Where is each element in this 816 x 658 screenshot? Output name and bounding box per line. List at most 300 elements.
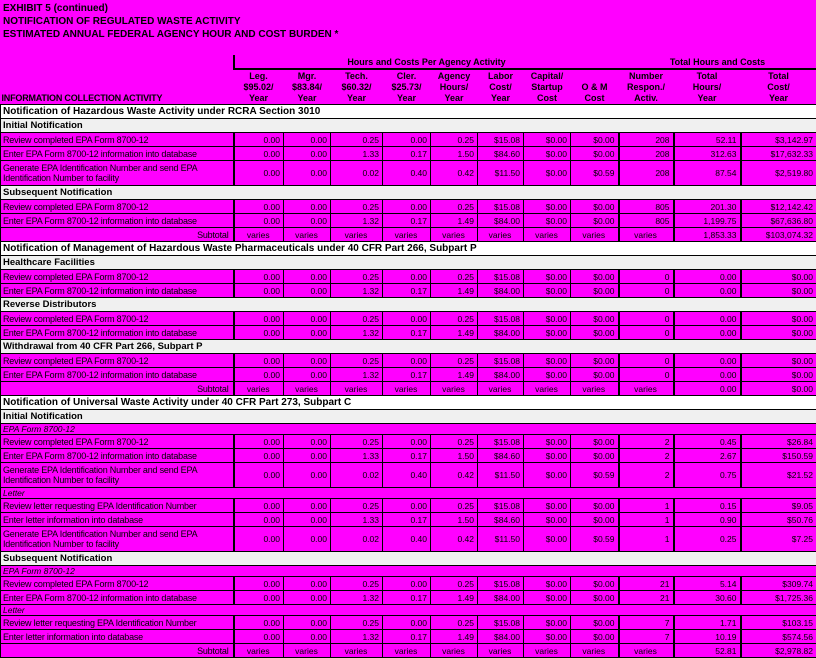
value-cell: varies [619,228,674,242]
value-cell: 0.25 [431,577,478,591]
value-cell: 0 [619,368,674,382]
value-cell: $84.60 [478,449,524,463]
data-row [1,435,816,449]
value-cell: 5.14 [674,577,741,591]
column-header-agency-hours [431,69,478,105]
value-cell: 0.00 [383,312,431,326]
column-header-line: Year [674,93,741,104]
value-cell: 0.17 [383,591,431,605]
value-cell: 2 [619,449,674,463]
value-cell: 0.17 [383,368,431,382]
value-cell: $15.08 [478,200,524,214]
data-row [1,354,816,368]
subsection-band-label: Initial Notification [1,119,816,133]
value-cell: 0.25 [331,354,383,368]
value-cell: $0.00 [571,435,619,449]
value-cell: $0.00 [524,591,571,605]
value-cell: 0.17 [383,284,431,298]
value-cell: $0.00 [524,435,571,449]
value-cell: $15.08 [478,133,524,147]
column-header-line: Number [619,71,674,82]
activity-label: Enter letter information into database [1,513,234,527]
value-cell: varies [234,228,284,242]
value-cell: $84.00 [478,368,524,382]
subsection-row [1,340,816,354]
value-cell: 1.49 [431,591,478,605]
group-header: Hours and Costs Per Agency Activity [234,55,619,69]
value-cell: 0.25 [331,435,383,449]
column-header-line: Year [331,93,383,104]
value-cell: $21.52 [741,463,816,488]
value-cell: 0.25 [431,616,478,630]
column-header-line: Capital/ [524,71,571,82]
column-header-line: Year [383,93,431,104]
value-cell: 0.17 [383,326,431,340]
info-collection-activity-header: INFORMATION COLLECTION ACTIVITY [1,55,234,105]
data-row [1,527,816,552]
value-cell: $84.60 [478,513,524,527]
value-cell: $0.00 [741,354,816,368]
value-cell: 0.17 [383,513,431,527]
activity-label: Generate EPA Identification Number and send EPA Identification Number to facility [1,463,234,488]
value-cell: 0.00 [234,577,284,591]
subtotal-row [1,228,816,242]
value-cell: $15.08 [478,616,524,630]
value-cell: $15.08 [478,435,524,449]
column-header-capital-startup-cost [524,69,571,105]
subtotal-row [1,382,816,396]
value-cell: 0.00 [234,630,284,644]
data-row [1,499,816,513]
value-cell: 1.49 [431,284,478,298]
subsection-band-label: Healthcare Facilities [1,256,816,270]
value-cell: varies [478,228,524,242]
value-cell: 0.00 [284,312,331,326]
value-cell: $0.00 [571,200,619,214]
value-cell: 0.00 [284,463,331,488]
value-cell: $0.00 [741,326,816,340]
value-cell: $574.56 [741,630,816,644]
value-cell: $0.00 [571,270,619,284]
value-cell: $15.08 [478,577,524,591]
value-cell: 52.11 [674,133,741,147]
value-cell: $0.00 [741,284,816,298]
value-cell: varies [524,228,571,242]
burden-table [0,55,816,658]
value-cell: $103.15 [741,616,816,630]
value-cell: $0.00 [571,577,619,591]
subsub-band-label: EPA Form 8700-12 [1,566,816,577]
value-cell: 0.00 [284,133,331,147]
activity-label: Review letter requesting EPA Identification Number [1,616,234,630]
value-cell: 0.25 [331,577,383,591]
value-cell: 0.00 [234,463,284,488]
column-header-line: Activ. [619,93,674,104]
value-cell: 0.00 [383,435,431,449]
value-cell: varies [524,644,571,658]
column-header-line: Labor [478,71,524,82]
value-cell: $0.00 [524,630,571,644]
column-header-mgr [284,69,331,105]
value-cell: varies [331,228,383,242]
column-header-line: Year [741,93,816,104]
value-cell: 0.40 [383,161,431,186]
value-cell: varies [383,644,431,658]
value-cell: 0.02 [331,161,383,186]
value-cell: 0.00 [284,449,331,463]
value-cell: 0.25 [431,499,478,513]
value-cell: $0.00 [524,616,571,630]
subsection-row [1,298,816,312]
value-cell: $84.00 [478,214,524,228]
data-row [1,326,816,340]
value-cell: 0.00 [234,312,284,326]
value-cell: $0.00 [524,312,571,326]
data-row [1,161,816,186]
value-cell: 0.00 [284,200,331,214]
subsection-row [1,552,816,566]
value-cell: 21 [619,591,674,605]
value-cell: 0.00 [383,200,431,214]
value-cell: 0.00 [284,527,331,552]
activity-label: Enter EPA Form 8700-12 information into database [1,284,234,298]
value-cell: 0.00 [284,147,331,161]
value-cell: $84.00 [478,591,524,605]
column-header-number-respon [619,69,674,105]
value-cell: 0.00 [383,354,431,368]
data-row [1,513,816,527]
value-cell: 7 [619,630,674,644]
value-cell: varies [478,382,524,396]
value-cell: $0.00 [524,527,571,552]
value-cell: $0.00 [571,284,619,298]
value-cell: $0.00 [571,591,619,605]
value-cell: $50.76 [741,513,816,527]
data-row [1,577,816,591]
value-cell: 1.32 [331,326,383,340]
value-cell: 1 [619,499,674,513]
value-cell: $84.00 [478,630,524,644]
activity-label: Review completed EPA Form 8700-12 [1,133,234,147]
value-cell: 2.67 [674,449,741,463]
value-cell: 0.00 [284,630,331,644]
data-row [1,368,816,382]
value-cell: $0.00 [524,368,571,382]
title-line-3: ESTIMATED ANNUAL FEDERAL AGENCY HOUR AND COST BURDEN * [3,28,816,41]
column-header-line: O & M [571,82,619,93]
column-header-line: Hours/ [674,82,741,93]
section-row [1,105,816,119]
value-cell: 87.54 [674,161,741,186]
subsub-row [1,488,816,499]
value-cell: $0.00 [524,463,571,488]
value-cell: 1.32 [331,630,383,644]
value-cell: 0.17 [383,147,431,161]
value-cell: 2 [619,463,674,488]
value-cell: $0.00 [524,577,571,591]
activity-label: Review completed EPA Form 8700-12 [1,270,234,284]
value-cell: $0.00 [571,630,619,644]
value-cell: 0 [619,326,674,340]
value-cell: 0.00 [284,616,331,630]
value-cell: $0.00 [741,382,816,396]
value-cell: 0.00 [383,499,431,513]
subtotal-label: Subtotal [1,644,234,658]
value-cell: 0 [619,354,674,368]
value-cell: 0.00 [674,354,741,368]
value-cell: 0.00 [383,616,431,630]
value-cell: 0.00 [674,326,741,340]
value-cell: 0.75 [674,463,741,488]
value-cell: 0.25 [431,354,478,368]
value-cell: $0.00 [571,133,619,147]
value-cell: 0.00 [234,161,284,186]
value-cell: $0.59 [571,463,619,488]
column-header-leg [234,69,284,105]
column-header-line: $60.32/ [331,82,383,93]
value-cell: $0.00 [524,270,571,284]
data-row [1,463,816,488]
column-header-line: Year [431,93,478,104]
activity-label: Review completed EPA Form 8700-12 [1,354,234,368]
value-cell: 805 [619,200,674,214]
value-cell: 0.00 [284,591,331,605]
column-header-line: $83.84/ [284,82,331,93]
value-cell: 0.00 [284,354,331,368]
subsub-row [1,605,816,616]
data-row [1,284,816,298]
title-line-2: NOTIFICATION OF REGULATED WASTE ACTIVITY [3,15,816,28]
value-cell: 0.42 [431,161,478,186]
subsub-row [1,566,816,577]
value-cell: 0.25 [431,133,478,147]
value-cell: 0.00 [234,147,284,161]
value-cell: $26.84 [741,435,816,449]
value-cell: $3,142.97 [741,133,816,147]
value-cell: 1.32 [331,284,383,298]
value-cell: $0.00 [741,312,816,326]
value-cell: 0.00 [234,270,284,284]
section-row [1,396,816,410]
column-header-line: $25.73/ [383,82,431,93]
value-cell: 1 [619,527,674,552]
value-cell: 0 [619,284,674,298]
value-cell: varies [524,382,571,396]
column-header-line: Respon./ [619,82,674,93]
value-cell: 1.50 [431,513,478,527]
value-cell: 0.00 [234,368,284,382]
column-header-line: Startup [524,82,571,93]
value-cell: 1.49 [431,368,478,382]
value-cell: $0.00 [571,616,619,630]
value-cell: varies [331,382,383,396]
subtotal-label: Subtotal [1,382,234,396]
value-cell: 0.00 [234,591,284,605]
activity-label: Review completed EPA Form 8700-12 [1,577,234,591]
value-cell: $0.00 [524,147,571,161]
value-cell: $0.00 [524,513,571,527]
value-cell: 1 [619,513,674,527]
data-row [1,214,816,228]
value-cell: 0.90 [674,513,741,527]
value-cell: 0.00 [284,513,331,527]
value-cell: 0.00 [234,449,284,463]
column-header-line: $95.02/ [234,82,284,93]
value-cell: 208 [619,147,674,161]
data-row [1,449,816,463]
document-titles [0,0,816,41]
title-line-1: EXHIBIT 5 (continued) [3,2,816,15]
value-cell: 0.40 [383,463,431,488]
value-cell: $67,636.80 [741,214,816,228]
activity-label: Enter EPA Form 8700-12 information into database [1,368,234,382]
value-cell: 0.42 [431,463,478,488]
data-row [1,616,816,630]
value-cell: 0 [619,312,674,326]
value-cell: 0.42 [431,527,478,552]
subsection-row [1,256,816,270]
value-cell: $0.00 [524,449,571,463]
activity-label: Review letter requesting EPA Identification Number [1,499,234,513]
activity-label: Generate EPA Identification Number and send EPA Identification Number to facility [1,161,234,186]
value-cell: 0.00 [234,133,284,147]
value-cell: 201.30 [674,200,741,214]
data-row [1,630,816,644]
value-cell: 0.25 [431,200,478,214]
table-body [1,105,816,658]
value-cell: varies [383,228,431,242]
subsub-band-label: Letter [1,605,816,616]
value-cell: 0.25 [331,133,383,147]
value-cell: 0.00 [234,527,284,552]
value-cell: 1.71 [674,616,741,630]
value-cell: varies [571,644,619,658]
value-cell: 0.00 [674,284,741,298]
value-cell: 0.17 [383,214,431,228]
value-cell: $0.00 [741,368,816,382]
group-header-row [1,55,816,69]
value-cell: $12,142.42 [741,200,816,214]
value-cell: 0.02 [331,527,383,552]
value-cell: 312.63 [674,147,741,161]
group-header: Total Hours and Costs [619,55,816,69]
column-header-total-cost [741,69,816,105]
column-header-line: Cost/ [478,82,524,93]
value-cell: 0.25 [674,527,741,552]
subsection-row [1,186,816,200]
value-cell: 0.00 [234,214,284,228]
value-cell: varies [234,644,284,658]
activity-label: Enter EPA Form 8700-12 information into database [1,147,234,161]
value-cell: varies [284,644,331,658]
value-cell: varies [619,382,674,396]
value-cell: $15.08 [478,354,524,368]
value-cell: $0.00 [571,499,619,513]
value-cell: $15.08 [478,312,524,326]
table-header [1,55,816,105]
value-cell: 0.25 [431,312,478,326]
value-cell: $2,519.80 [741,161,816,186]
section-row [1,242,816,256]
activity-label: Enter EPA Form 8700-12 information into database [1,214,234,228]
value-cell: 0.00 [234,616,284,630]
section-band-label: Notification of Universal Waste Activity under 40 CFR Part 273, Subpart C [1,396,816,410]
value-cell: $0.00 [524,326,571,340]
value-cell: $0.59 [571,527,619,552]
value-cell: 0.25 [331,616,383,630]
value-cell: varies [619,644,674,658]
value-cell: $11.50 [478,161,524,186]
value-cell: 0.00 [234,326,284,340]
subsection-band-label: Withdrawal from 40 CFR Part 266, Subpart P [1,340,816,354]
column-header-labor-cost [478,69,524,105]
column-header-line: Cost [571,93,619,104]
value-cell: $11.50 [478,527,524,552]
value-cell: 208 [619,133,674,147]
column-header-line: Cler. [383,71,431,82]
value-cell: $0.00 [571,312,619,326]
column-header-line: Leg. [234,71,284,82]
value-cell: 0.00 [674,270,741,284]
subtotal-row [1,644,816,658]
value-cell: 0.00 [284,284,331,298]
value-cell: 0.25 [331,200,383,214]
value-cell: 30.60 [674,591,741,605]
value-cell: $150.59 [741,449,816,463]
column-header-line: Year [478,93,524,104]
value-cell: varies [571,228,619,242]
value-cell: 10.19 [674,630,741,644]
value-cell: $309.74 [741,577,816,591]
value-cell: $0.00 [524,499,571,513]
value-cell: 0.00 [284,161,331,186]
value-cell: 0.00 [234,200,284,214]
column-header-line: Mgr. [284,71,331,82]
value-cell: $0.00 [524,214,571,228]
value-cell: 1.33 [331,147,383,161]
value-cell: $0.00 [524,354,571,368]
value-cell: 0.25 [331,312,383,326]
value-cell: varies [431,228,478,242]
column-header-line: Total [741,71,816,82]
value-cell: 21 [619,577,674,591]
column-header-line [571,71,619,82]
data-row [1,133,816,147]
column-header-tech [331,69,383,105]
value-cell: 1,853.33 [674,228,741,242]
subsub-band-label: EPA Form 8700-12 [1,424,816,435]
value-cell: $15.08 [478,499,524,513]
value-cell: $0.00 [571,147,619,161]
value-cell: 0.00 [383,270,431,284]
subsection-row [1,410,816,424]
value-cell: 805 [619,214,674,228]
value-cell: $0.00 [741,270,816,284]
value-cell: $11.50 [478,463,524,488]
column-header-line: Agency [431,71,478,82]
value-cell: varies [284,228,331,242]
data-row [1,591,816,605]
value-cell: $0.00 [524,284,571,298]
column-header-line: Cost [524,93,571,104]
value-cell: $17,632.33 [741,147,816,161]
value-cell: 0.00 [284,270,331,284]
value-cell: 0.00 [674,312,741,326]
column-header-line: Year [284,93,331,104]
value-cell: $0.00 [524,161,571,186]
value-cell: 0.00 [284,577,331,591]
value-cell: $84.00 [478,284,524,298]
